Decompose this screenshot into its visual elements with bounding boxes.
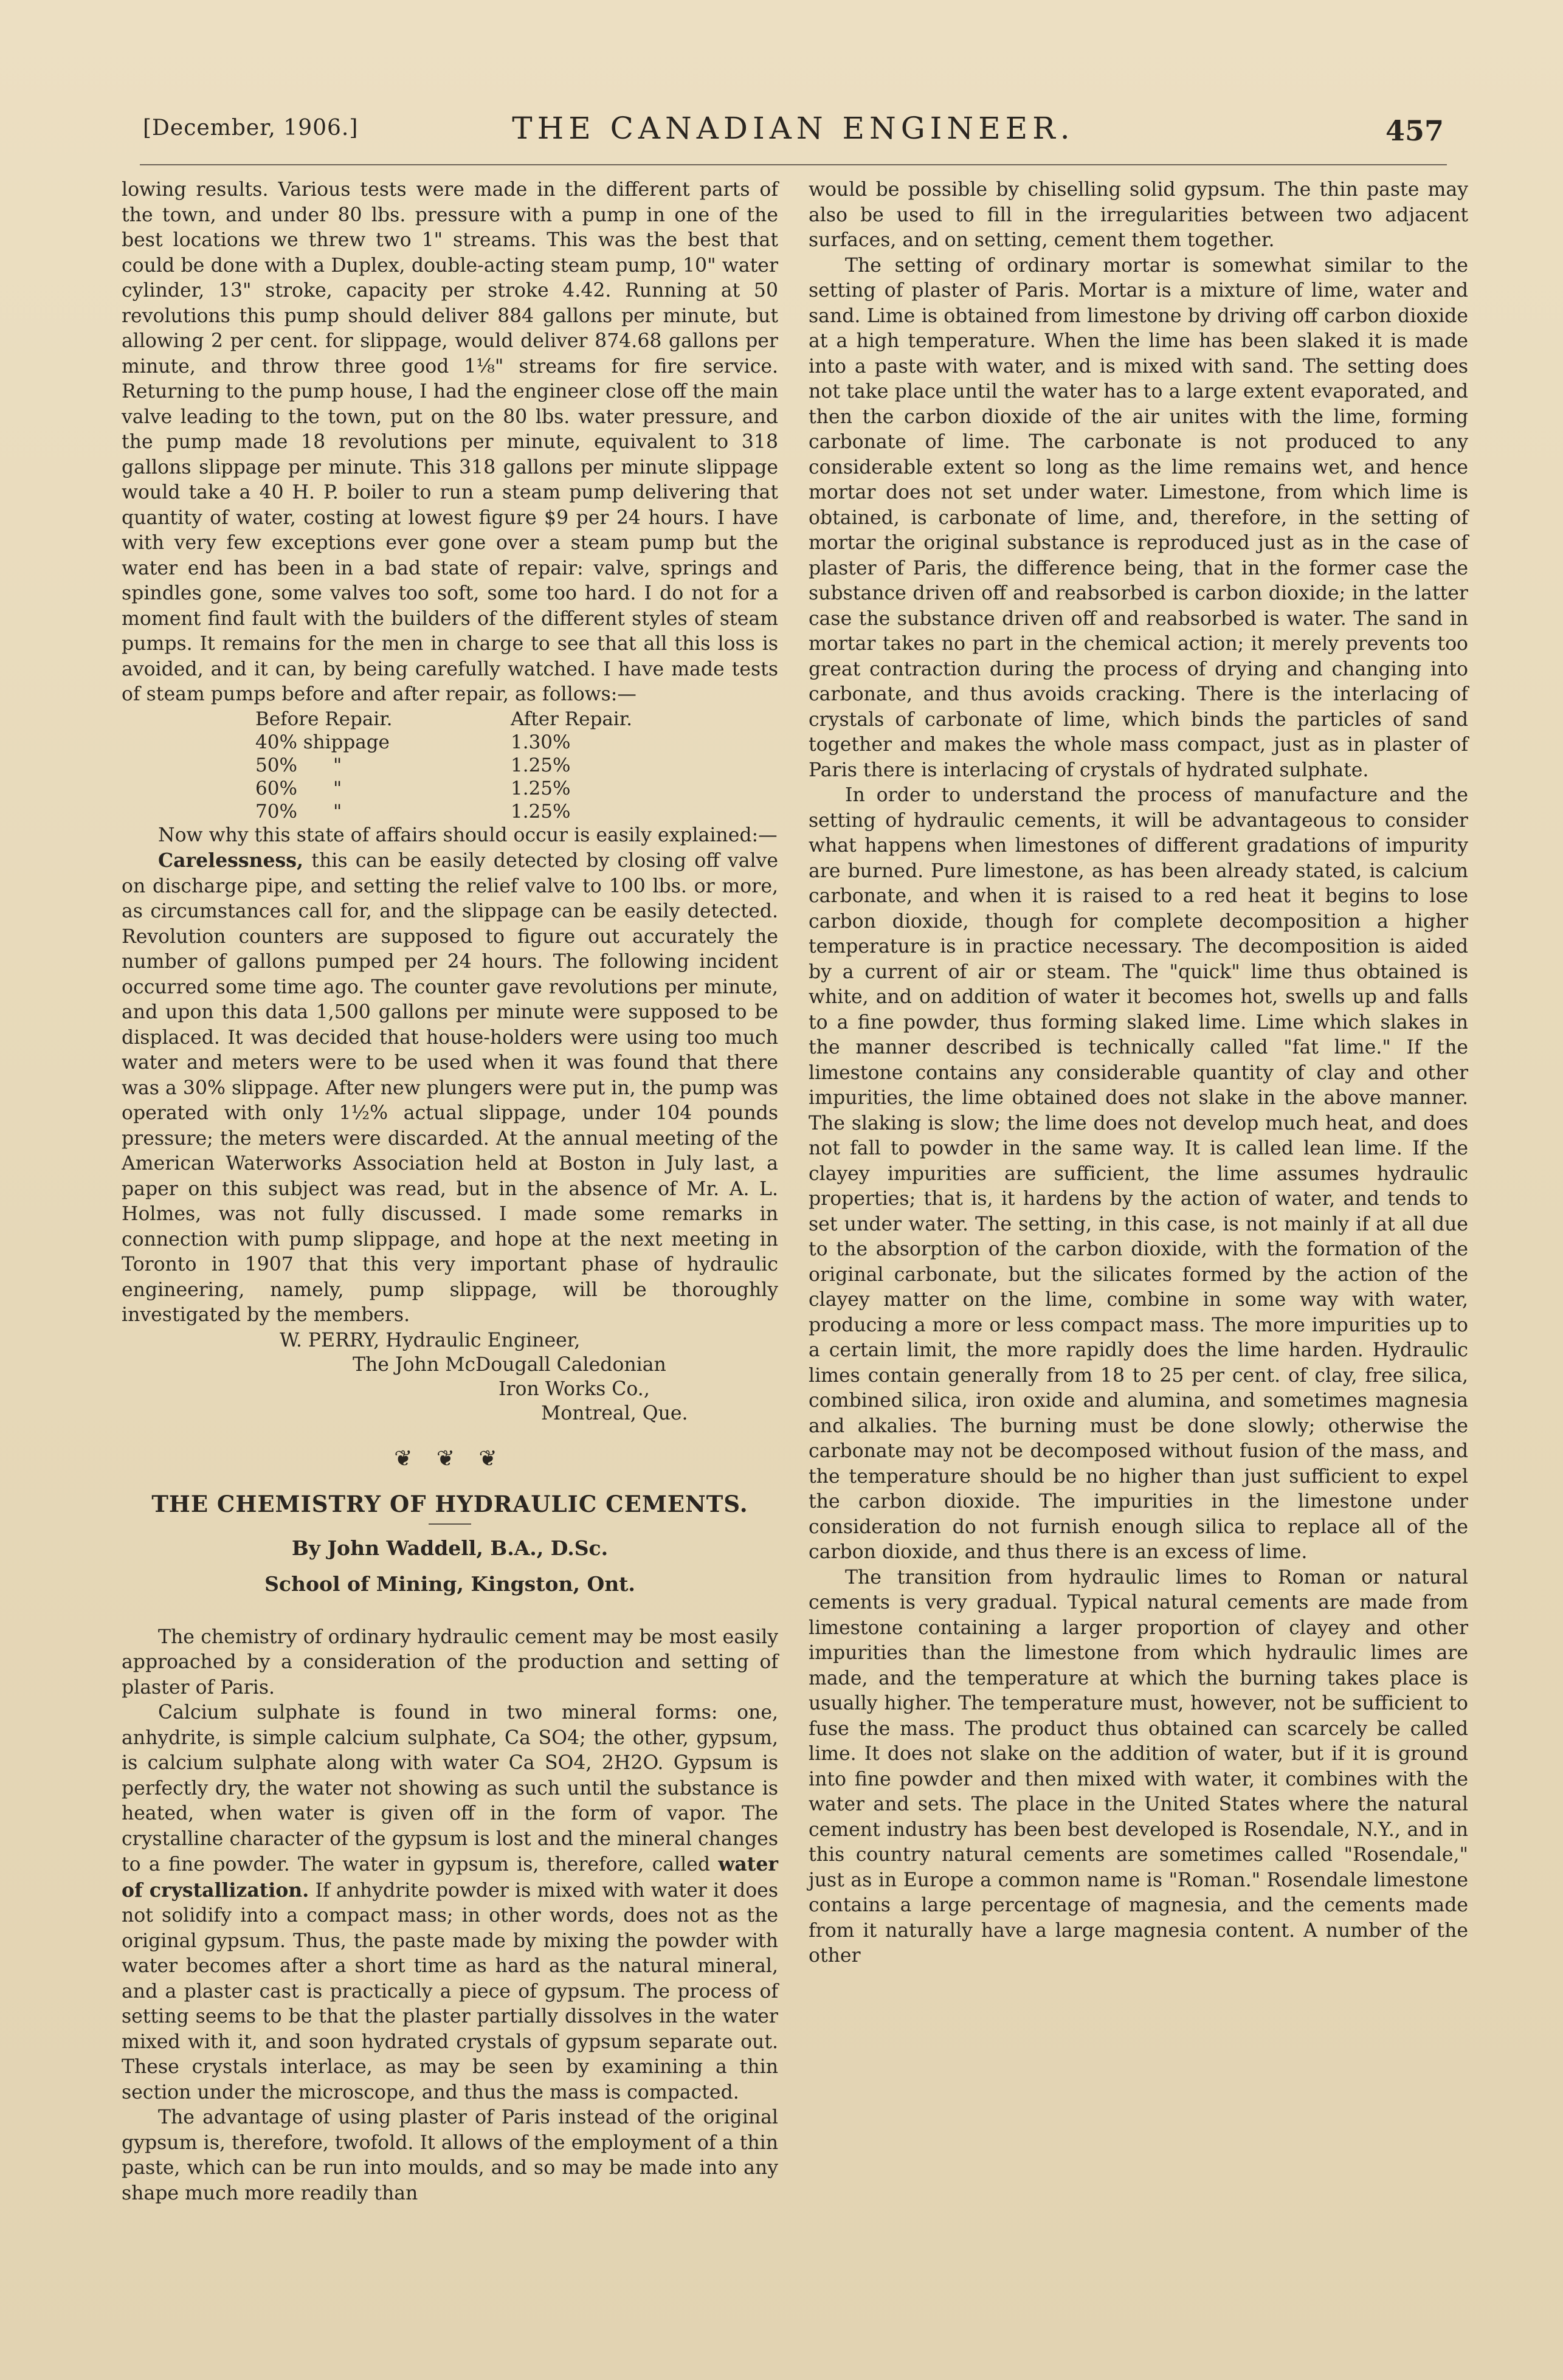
paragraph-text: Calcium sulphate is found in two mineral forms: one, anhydrite, is simple calcium sulphate, Ca SO4; the other, gypsum, is calcium sulphate along with water Ca SO4, 2H2O. Gypsum is perfectly dry, the water not showing as such until the substance is heated, when water is given off in the form of vapor. The crystalline character of the gypsum is lost and the mineral changes to a fine powder. The water in gypsum is, therefore, called bbox=[122, 1702, 778, 1875]
article-affiliation: School of Mining, Kingston, Ont. bbox=[264, 1572, 635, 1596]
paragraph-text: this can be easily detected by closing off valve on discharge pipe, and setting the relief valve to 100 lbs. or more, as circumstances call for, and the slippage can be easily detected. Revolution counters are supposed to figure out accurately the number of gallons pumped per 24 hours. The following incident occurred some time ago. The counter gave revolutions per minute, and upon this data 1,500 gallons per minute were supposed to be displaced. It was decided that house-holders were using too much water and meters were to be used when it was found that there was a 30% slippage. After new plungers were put in, the pump was operated with only 1½% actual slippage, under 104 pounds pressure; the meters were discarded. At the annual meeting of the American Waterworks Association held at Boston in July last, a paper on this subject was read, but in the absence of Mr. A. L. Holmes, was not fully discussed. I made some remarks in connection with pump slippage, and hope at the next meeting in Toronto in 1907 that this very important phase of hydraulic engineering, namely, pump slippage, will be thoroughly investigated by the members. bbox=[122, 850, 778, 1326]
paragraph: The advantage of using plaster of Paris instead of the original gypsum is, therefore, twofold. It allows of the employment of a thin paste, which can be run into moulds, and so may be made into any shape much more readily than bbox=[122, 2106, 778, 2204]
header-before: Before Repair. bbox=[255, 708, 393, 730]
paragraph bbox=[122, 1700, 778, 2105]
cell-after: 1.25% bbox=[511, 777, 571, 799]
signature-block bbox=[122, 1328, 778, 1426]
paragraph: In order to understand the process of manufacture and the setting of hydraulic cements, it will be advantageous to consider what happens when limestones of different gradations of impurity are burned. Pure limestone, as has been already stated, is calcium carbonate, and when it is raised to a red heat it begins to lose carbon dioxide, though for complete decomposition a higher temperature is in practice necessary. The decomposition is aided by a current of air or steam. The "quick" lime thus obtained is white, and on addition of water it becomes hot, swells up and falls to a fine powder, thus forming slaked lime. Lime which slakes in the manner described is technically called "fat lime." If the limestone contains any considerable quantity of clay and other impurities, the lime obtained does not slake in the above manner. The slaking is slow; the lime does not develop much heat, and does not fall to powder in the same way. It is called lean lime. If the clayey impurities are sufficient, the lime assumes hydraulic properties; that is, it hardens by the action of water, and tends to set under water. The setting, in this case, is not mainly if at all due to the absorption of the carbon dioxide, with the formation of the original carbonate, but the silicates formed by the action of the clayey matter on the lime, combine in some way with water, producing a more or less compact mass. The more impurities up to a certain limit, the more rapidly does the lime harden. Hydraulic limes contain generally from 18 to 25 per cent. of clay, free silica, combined silica, iron oxide and alumina, and sometimes magnesia and alkalies. The burning must be done slowly; otherwise the carbonate may not be decomposed without fusion of the mass, and the temperature should be no higher than just sufficient to expel the carbon dioxide. The impurities in the limestone under consideration do not furnish enough silica to replace all of the carbon dioxide, and thus there is an excess of lime. bbox=[809, 784, 1468, 1563]
cell-before: 50% " bbox=[255, 754, 342, 776]
paragraph: The chemistry of ordinary hydraulic cement may be most easily approached by a consideration of the production and setting of plaster of Paris. bbox=[122, 1626, 778, 1699]
signature-name: W. PERRY, Hydraulic Engineer, bbox=[280, 1329, 581, 1351]
table-row bbox=[255, 731, 766, 754]
page-header bbox=[143, 108, 1444, 157]
header-after: After Repair. bbox=[511, 708, 632, 730]
cell-after: 1.30% bbox=[511, 731, 571, 753]
signature-company: The John McDougall Caledonian bbox=[353, 1353, 666, 1376]
issue-date: [December, 1906.] bbox=[143, 116, 359, 140]
cell-after: 1.25% bbox=[511, 754, 571, 776]
table-header-row bbox=[255, 708, 766, 731]
repair-table bbox=[255, 708, 766, 823]
paragraph: The transition from hydraulic limes to Roman or natural cements is very gradual. Typical natural cements are made from limestone containing a larger proportion of clayey and other impurities than the limestone from which hydraulic limes are made, and the temperature at which the burning takes place is usually higher. The temperature must, however, not be sufficient to fuse the mass. The product thus obtained can scarcely be called lime. It does not slake on the addition of water, but if it is ground into fine powder and then mixed with water, it combines with the water and sets. The place in the United States where the natural cement industry has been best developed is Rosendale, N.Y., and in this country natural cements are sometimes called "Rosendale," just as in Europe a common name is "Roman." Rosendale limestone contains a large percentage of magnesia, and the cements made from it naturally have a large magnesia content. A number of the other bbox=[809, 1566, 1468, 1967]
article-byline: By John Waddell, B.A., D.Sc. bbox=[291, 1536, 609, 1560]
table-row bbox=[255, 777, 766, 800]
section-ornament: ❦ ❦ ❦ bbox=[394, 1446, 506, 1471]
paragraph bbox=[122, 848, 778, 1328]
table-row bbox=[255, 754, 766, 777]
paragraph: lowing results. Various tests were made in the different parts of the town, and under 80 lbs. pressure with a pump in one of the best locations we threw two 1" streams. This was the best that could be done with a Duplex, double-acting steam pump, 10" water cylinder, 13" stroke, capacity per stroke 4.42. Running at 50 revolutions this pump should deliver 884 gallons per minute, but allowing 2 per cent. for slippage, would deliver 874.68 gallons per minute, and throw three good 1⅛" streams for fire service. Returning to the pump house, I had the engineer close off the main valve leading to the town, put on the 80 lbs. water pressure, and the pump made 18 revolutions per minute, equivalent to 318 gallons slippage per minute. This 318 gallons per minute slippage would take a 40 H. P. boiler to run a steam pump delivering that quantity of water, costing at lowest figure $9 per 24 hours. I have with very few exceptions ever gone over a steam pump but the water end has been in a bad state of repair: valve, springs and spindles gone, some valves too soft, some too hard. I do not for a moment find fault with the builders of the different styles of steam pumps. It remains for the men in charge to see that all this loss is avoided, and it can, by being carefully watched. I have made tests of steam pumps before and after repair, as follows:— bbox=[122, 179, 778, 705]
signature-city: Montreal, Que. bbox=[541, 1402, 688, 1424]
cell-before: 70% " bbox=[255, 800, 342, 823]
cell-after: 1.25% bbox=[511, 800, 571, 823]
paragraph-text: If anhydrite powder is mixed with water it does not solidify into a compact mass; in other words, does not as the original gypsum. Thus, the paste made by mixing the powder with water becomes after a short time as hard as the natural mineral, and a plaster cast is practically a piece of gypsum. The process of setting seems to be that the plaster partially dissolves in the water mixed with it, and soon hydrated crystals of gypsum separate out. These crystals interlace, as may be seen by examining a thin section under the microscope, and thus the mass is compacted. bbox=[122, 1879, 778, 2103]
bold-term: water of crystallization. bbox=[122, 1853, 778, 1902]
cell-before: 60% " bbox=[255, 777, 342, 799]
paragraph: Now why this state of affairs should occur is easily explained:— bbox=[158, 824, 778, 846]
journal-title: THE CANADIAN ENGINEER. bbox=[512, 111, 1075, 146]
bold-lead: Carelessness, bbox=[158, 849, 303, 872]
page-number: 457 bbox=[1385, 114, 1444, 147]
paragraph: The setting of ordinary mortar is somewhat similar to the setting of plaster of Paris. Mortar is a mixture of lime, water and sand. Lime is obtained from limestone by driving off carbon dioxide at a high temperature. When the lime has been slaked it is made into a paste with water, and is mixed with sand. The setting does not take place until the water has to a large extent evaporated, and then the carbon dioxide of the air unites with the lime, forming carbonate of lime. The carbonate is not produced to any considerable extent so long as the lime remains wet, and hence mortar does not set under water. Limestone, from which lime is obtained, is carbonate of lime, and, therefore, in the setting of mortar the original substance is reproduced just as in the case of plaster of Paris, the difference being, that in the former case the substance driven off and reabsorbed is carbon dioxide; in the latter case the substance driven off and reabsorbed is water. The sand in mortar takes no part in the chemical action; it merely prevents too great contraction during the process of drying and changing into carbonate, and thus avoids cracking. There is the interlacing of crystals of carbonate of lime, which binds the particles of sand together and makes the whole mass compact, just as in plaster of Paris there is interlacing of crystals of hydrated sulphate. bbox=[809, 254, 1468, 781]
paragraph: would be possible by chiselling solid gypsum. The thin paste may also be used to fill in the irregularities between two adjacent surfaces, and on setting, cement them together. bbox=[809, 179, 1468, 251]
title-rule bbox=[429, 1523, 471, 1525]
left-column bbox=[122, 178, 778, 2206]
header-rule bbox=[140, 164, 1447, 165]
article-title: THE CHEMISTRY OF HYDRAULIC CEMENTS. bbox=[151, 1491, 748, 1517]
right-column bbox=[809, 178, 1468, 1969]
table-row bbox=[255, 800, 766, 823]
cell-before: 40% shippage bbox=[255, 731, 390, 753]
signature-company-2: Iron Works Co., bbox=[499, 1378, 650, 1400]
